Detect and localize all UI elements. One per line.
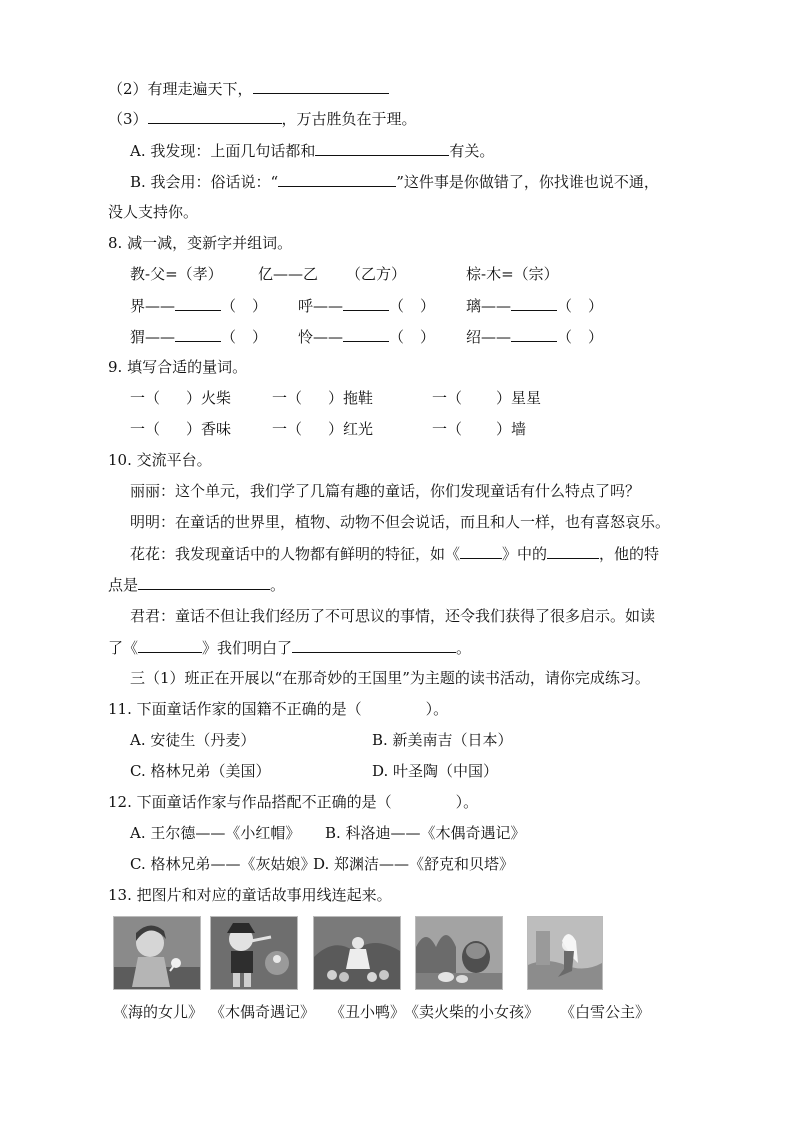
answer-blank[interactable] bbox=[278, 171, 396, 187]
q8-example-4: 棕-木=（宗） bbox=[466, 265, 559, 283]
answer-blank[interactable] bbox=[547, 543, 599, 559]
q9-item: 一（ ）墙 bbox=[432, 420, 527, 438]
q8-item: 绍—— （ ） bbox=[466, 328, 604, 346]
answer-blank[interactable] bbox=[343, 295, 389, 311]
answer-blank[interactable] bbox=[511, 295, 557, 311]
q10-lili: 丽丽：这个单元，我们学了几篇有趣的童话，你们发现童话有什么特点了吗？ bbox=[130, 482, 641, 500]
q8-example-2: 亿——乙 bbox=[258, 265, 319, 283]
illustration-pinocchio[interactable] bbox=[210, 916, 298, 990]
answer-blank[interactable] bbox=[148, 108, 282, 124]
q13-title: 13. 把图片和对应的童话故事用线连起来。 bbox=[108, 886, 392, 904]
illustration-little-mermaid[interactable] bbox=[527, 916, 603, 990]
q8-item: 璃—— （ ） bbox=[466, 297, 604, 315]
q10-huahua-cont: 点是 。 bbox=[108, 576, 286, 594]
q7-option-b-cont: 没人支持你。 bbox=[108, 203, 199, 221]
answer-blank[interactable] bbox=[138, 637, 202, 653]
answer-blank[interactable] bbox=[175, 295, 221, 311]
story-label-ugly-duckling[interactable]: 《丑小鸭》 bbox=[330, 1003, 406, 1021]
q8-example-3: （乙方） bbox=[346, 265, 407, 283]
q10-junjun-cont: 了《 》我们明白了 。 bbox=[108, 639, 472, 657]
q11-option-c[interactable]: C. 格林兄弟（美国） bbox=[130, 762, 271, 780]
q8-item: 呼—— （ ） bbox=[298, 297, 436, 315]
answer-blank[interactable] bbox=[511, 326, 557, 342]
q11-option-b[interactable]: B. 新美南吉（日本） bbox=[372, 731, 513, 749]
q12-option-c[interactable]: C. 格林兄弟——《灰姑娘》 bbox=[130, 855, 316, 873]
story-label-little-match-girl[interactable]: 《卖火柴的小女孩》 bbox=[404, 1003, 540, 1021]
q8-item: 怜—— （ ） bbox=[298, 328, 436, 346]
story-label-little-mermaid[interactable]: 《海的女儿》 bbox=[113, 1003, 204, 1021]
section-intro: 三（1）班正在开展以“在那奇妙的王国里”为主题的读书活动，请你完成练习。 bbox=[130, 669, 650, 687]
answer-blank[interactable] bbox=[253, 78, 389, 94]
q12-option-d[interactable]: D. 郑渊洁——《舒克和贝塔》 bbox=[313, 855, 515, 873]
answer-blank[interactable] bbox=[175, 326, 221, 342]
story-label-snow-white[interactable]: 《白雪公主》 bbox=[560, 1003, 651, 1021]
q7-option-b: B. 我会用：俗话说：“ ”这件事是你做错了，你找谁也说不通， bbox=[130, 173, 659, 191]
q7-item2: （2）有理走遍天下， bbox=[108, 78, 389, 99]
story-label-pinocchio[interactable]: 《木偶奇遇记》 bbox=[210, 1003, 316, 1021]
q10-huahua: 花花：我发现童话中的人物都有鲜明的特征，如《 》中的 ，他的特 bbox=[130, 545, 660, 563]
q8-example-1: 教-父=（孝） bbox=[130, 265, 223, 283]
q12-title: 12. 下面童话作家与作品搭配不正确的是（ ）。 bbox=[108, 793, 479, 811]
answer-blank[interactable] bbox=[292, 637, 456, 653]
q12-option-b[interactable]: B. 科洛迪——《木偶奇遇记》 bbox=[325, 824, 526, 842]
q11-title: 11. 下面童话作家的国籍不正确的是（ ）。 bbox=[108, 700, 449, 718]
q11-option-d[interactable]: D. 叶圣陶（中国） bbox=[372, 762, 499, 780]
q10-mingming: 明明：在童话的世界里，植物、动物不但会说话，而且和人一样，也有喜怒哀乐。 bbox=[130, 513, 671, 531]
q10-junjun: 君君：童话不但让我们经历了不可思议的事情，还令我们获得了很多启示。如读 bbox=[130, 607, 656, 625]
answer-blank[interactable] bbox=[138, 574, 270, 590]
answer-blank[interactable] bbox=[343, 326, 389, 342]
answer-blank[interactable] bbox=[315, 140, 449, 156]
q8-title: 8. 减一减，变新字并组词。 bbox=[108, 234, 293, 252]
answer-blank[interactable] bbox=[460, 543, 502, 559]
q12-option-a[interactable]: A. 王尔德——《小红帽》 bbox=[130, 824, 301, 842]
q7-option-a: A. 我发现：上面几句话都和 有关。 bbox=[130, 142, 495, 160]
illustration-snow-white[interactable] bbox=[313, 916, 401, 990]
q10-title: 10. 交流平台。 bbox=[108, 451, 212, 469]
q8-item: 界—— （ ） bbox=[130, 297, 268, 315]
q8-item: 猬—— （ ） bbox=[130, 328, 268, 346]
q9-item: 一（ ）火柴 bbox=[130, 389, 232, 407]
illustration-girl-with-match[interactable] bbox=[113, 916, 201, 990]
q9-title: 9. 填写合适的量词。 bbox=[108, 358, 248, 376]
q9-item: 一（ ）拖鞋 bbox=[272, 389, 374, 407]
illustration-ugly-duckling[interactable] bbox=[415, 916, 503, 990]
q7-item3: （3） ，万古胜负在于理。 bbox=[108, 110, 417, 128]
q9-item: 一（ ）香味 bbox=[130, 420, 232, 438]
q11-option-a[interactable]: A. 安徒生（丹麦） bbox=[130, 731, 256, 749]
q9-item: 一（ ）星星 bbox=[432, 389, 542, 407]
q9-item: 一（ ）红光 bbox=[272, 420, 374, 438]
